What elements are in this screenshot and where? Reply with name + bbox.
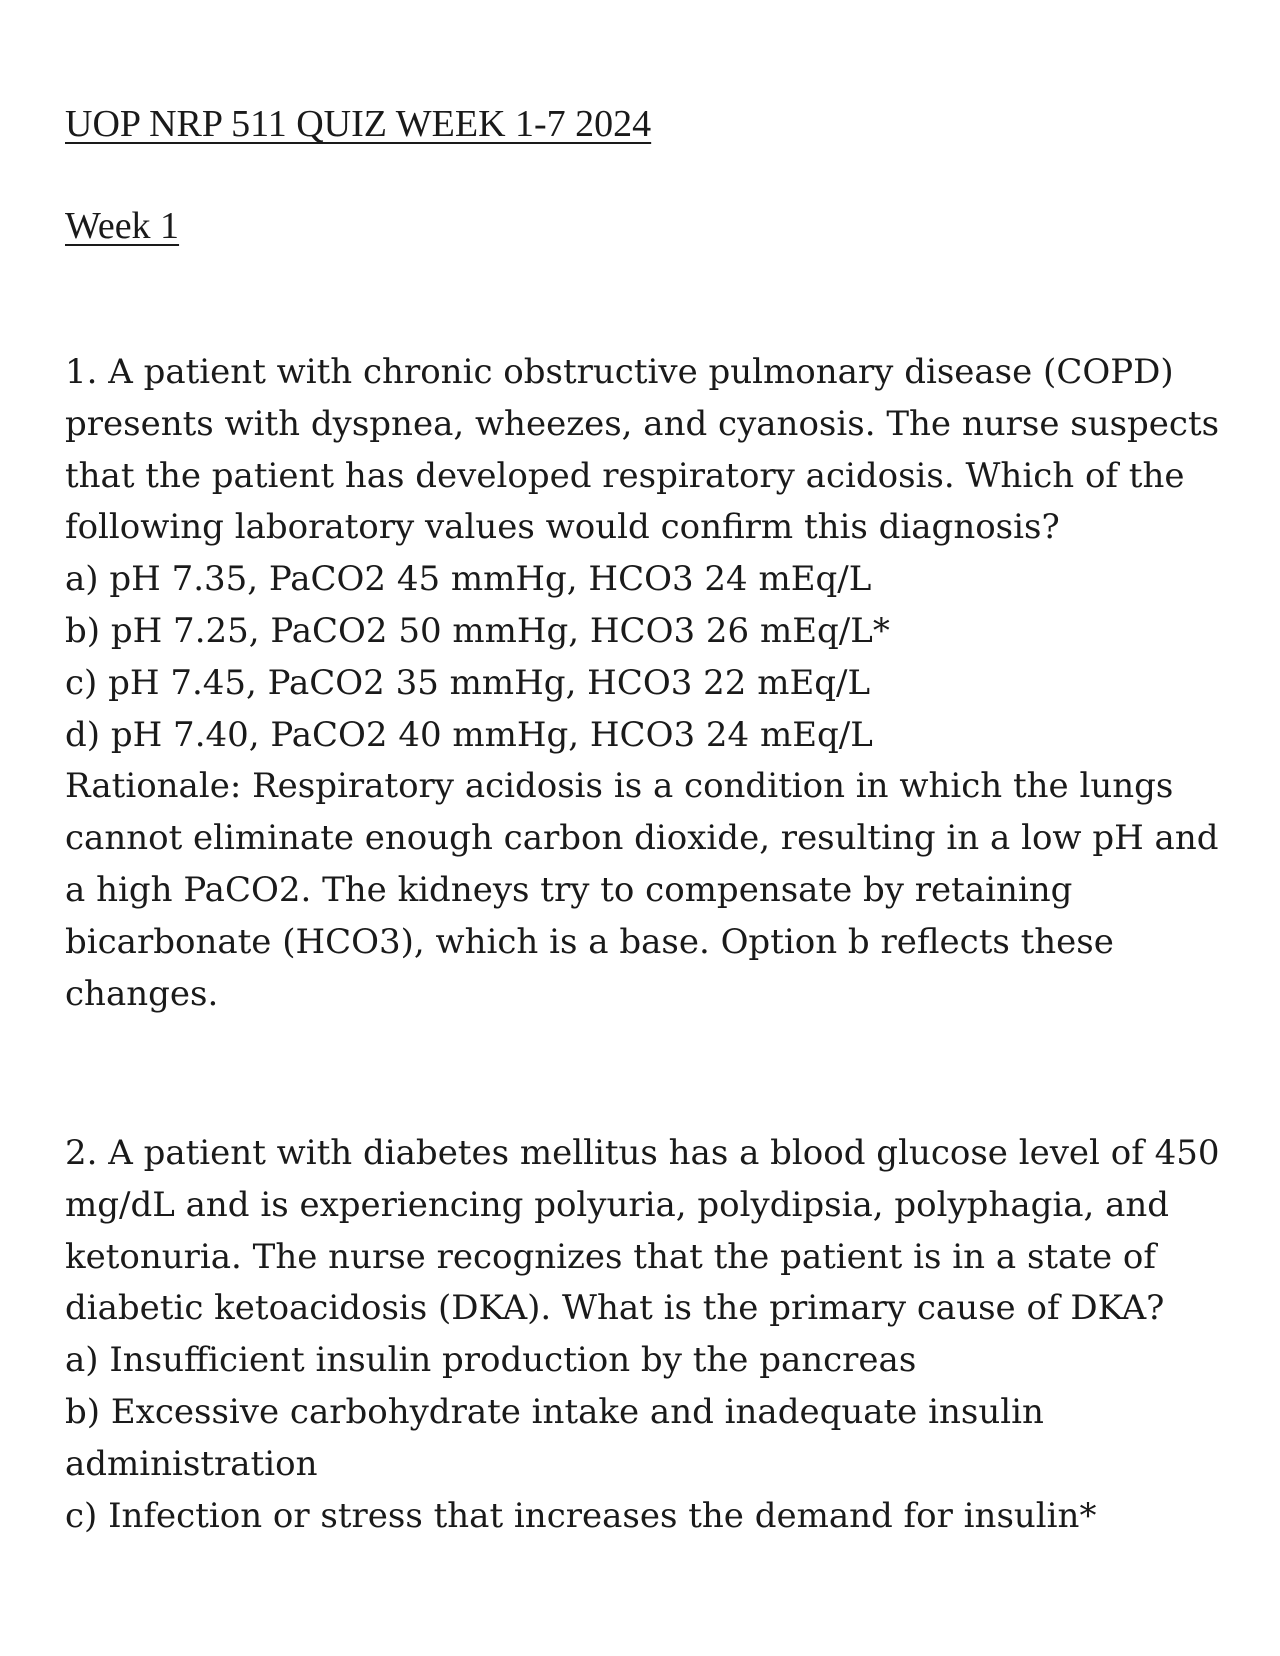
question-stem: 2. A patient with diabetes mellitus has a blood glucose level of 450 mg/dL and is experiencing polyuria, polydipsia, polyphagia, and ketonuria. The nurse recognizes that the patient is in a state of diabetic ketoacidosis (DKA). What is the primary cause of DKA? — [65, 1133, 1220, 1329]
answer-option-a: a) Insufficient insulin production by the pancreas — [65, 1340, 917, 1381]
question-2 — [65, 1128, 1225, 1542]
answer-option-a: a) pH 7.35, PaCO2 45 mmHg, HCO3 24 mEq/L — [65, 559, 872, 600]
answer-option-b: b) Excessive carbohydrate intake and inadequate insulin administration — [65, 1391, 1044, 1484]
answer-option-c: c) Infection or stress that increases the demand for insulin* — [65, 1495, 1097, 1536]
answer-option-b: b) pH 7.25, PaCO2 50 mmHg, HCO3 26 mEq/L* — [65, 610, 890, 651]
document-title: UOP NRP 511 QUIZ WEEK 1-7 2024 — [65, 103, 652, 145]
answer-option-c: c) pH 7.45, PaCO2 35 mmHg, HCO3 22 mEq/L — [65, 662, 871, 703]
week-heading: Week 1 — [65, 205, 180, 247]
rationale-text: Rationale: Respiratory acidosis is a condition in which the lungs cannot eliminate enough carbon dioxide, resulting in a low pH and a high PaCO2. The kidneys try to compensate by retaining bicarbonate (HCO3), which is a base. Option b reflects these changes. — [65, 766, 1219, 1014]
answer-option-d: d) pH 7.40, PaCO2 40 mmHg, HCO3 24 mEq/L — [65, 714, 873, 755]
question-stem: 1. A patient with chronic obstructive pulmonary disease (COPD) presents with dyspnea, wheezes, and cyanosis. The nurse suspects that the patient has developed respiratory acidosis. Which of the following laboratory values would confirm this diagnosis? — [65, 352, 1220, 548]
question-1 — [65, 347, 1225, 1020]
